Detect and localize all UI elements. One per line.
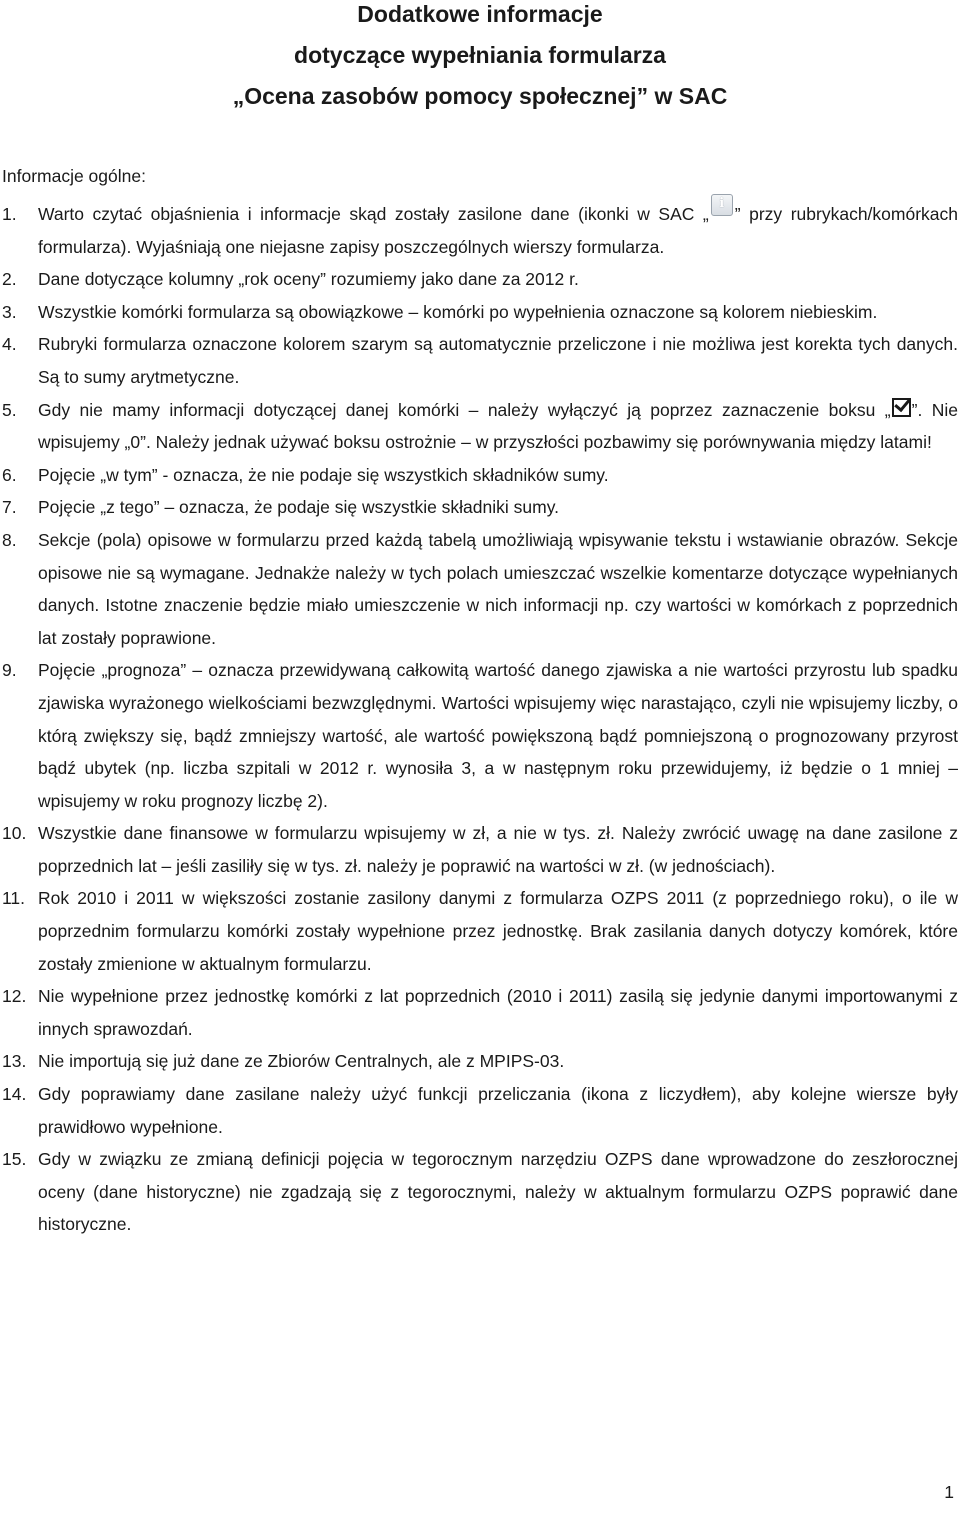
item-number: 3. bbox=[2, 301, 17, 322]
item-number: 1. bbox=[2, 204, 17, 224]
list-item bbox=[0, 263, 958, 296]
item-text: Wszystkie komórki formularza są obowiązkowe – komórki po wypełnienia oznaczone są kolorem niebieskim. bbox=[38, 301, 878, 322]
list-item bbox=[0, 296, 958, 329]
item-number: 5. bbox=[2, 399, 17, 420]
list-item bbox=[0, 817, 958, 882]
list-item bbox=[0, 328, 958, 393]
list-item bbox=[0, 459, 958, 492]
item-number: 15. bbox=[2, 1149, 27, 1170]
item-text: Pojęcie „z tego” – oznacza, że podaje się wszystkie składniki sumy. bbox=[38, 497, 560, 518]
title-line-2: dotyczące wypełniania formularza bbox=[294, 42, 666, 68]
item-number: 8. bbox=[2, 529, 17, 550]
item-number: 7. bbox=[2, 497, 17, 518]
item-number: 9. bbox=[2, 660, 17, 681]
item-text: Gdy w związku ze zmianą definicji pojęcia w tegorocznym narzędziu OZPS dane wprowadzone do zeszłorocznej oceny (dane historyczne) nie zgadzają się z tegorocznymi, należy w aktualnym formularzu OZPS poprawić dane historyczne. bbox=[38, 1149, 958, 1235]
section-heading: Informacje ogólne: bbox=[2, 166, 146, 186]
item-number: 14. bbox=[2, 1084, 27, 1105]
item-text: Nie importują się już dane ze Zbiorów Centralnych, ale z MPIPS-03. bbox=[38, 1051, 565, 1072]
list-item bbox=[0, 882, 958, 980]
item-text: Gdy poprawiamy dane zasilane należy użyć funkcji przeliczania (ikona z liczydłem), aby kolejne wiersze były prawidłowo wypełnione. bbox=[38, 1084, 958, 1137]
item-number: 6. bbox=[2, 464, 17, 485]
list-item bbox=[0, 980, 958, 1045]
item-text: Sekcje (pola) opisowe w formularzu przed każdą tabelą umożliwiają wpisywanie tekstu i wstawianie obrazów. Sekcje opisowe nie są wymagane. Jednakże należy w tych polach umieszczać wszelkie komentarze dotyczące wypełnianych danych. Istotne znaczenie będzie miało umieszczenie w nich informacji np. czy wartości w komórkach z poprzednich lat zostały poprawione. bbox=[38, 529, 958, 648]
title-line-1: Dodatkowe informacje bbox=[357, 1, 603, 27]
list-item bbox=[0, 491, 958, 524]
checkbox-icon bbox=[892, 398, 911, 417]
item-number: 11. bbox=[2, 888, 26, 909]
page-number: 1 bbox=[944, 1482, 954, 1502]
item-text: Wszystkie dane finansowe w formularzu wpisujemy w zł, a nie w tys. zł. Należy zwrócić uwagę na dane zasilone z poprzednich lat – jeśli zasiliły się w tys. zł. należy je poprawić na wartości w zł. (w jednościach). bbox=[38, 823, 958, 876]
item-text: Pojęcie „prognoza” – oznacza przewidywaną całkowitą wartość danego zjawiska a nie wartości przyrostu lub spadku zjawiska wyrażonego wielkościami bezwzględnymi. Wartości wpisujemy więc narastająco, czyli nie wpisujemy liczby, o którą zwiększy się, bądź zmniejszy wartość, ale wartość powiększoną bądź pomniejszoną o prognozowany przyrost bądź ubytek (np. liczba szpitali w 2012 r. wynosiła 3, a w następnym roku przewidujemy, iż będzie o 1 mniej – wpisujemy w roku prognozy liczbę 2). bbox=[38, 660, 958, 811]
list-item bbox=[0, 198, 958, 263]
list-item bbox=[0, 524, 958, 654]
item-text-part: ”. Nie wpisujemy „0”. Należy jednak używać boksu ostrożnie – w przyszłości pozbawimy się porównywania między latami! bbox=[38, 399, 958, 453]
info-icon bbox=[711, 194, 733, 216]
item-text-part: ” przy rubrykach/komórkach formularza). Wyjaśniają one niejasne zapisy poszczególnych wierszy formularza. bbox=[38, 204, 959, 257]
title-line-3: „Ocena zasobów pomocy społecznej” w SAC bbox=[232, 83, 728, 109]
item-text-part: Warto czytać objaśnienia i informacje skąd zostały zasilone dane (ikonki w SAC „ bbox=[38, 204, 709, 224]
item-text: Dane dotyczące kolumny „rok oceny” rozumiemy jako dane za 2012 r. bbox=[38, 269, 579, 290]
item-text: Rok 2010 i 2011 w większości zostanie zasilony danymi z formularza OZPS 2011 (z poprzedniego roku), o ile w poprzednim formularzu komórki zostały wypełnione przez jednostkę. Brak zasilania danych dotyczy komórek, które zostały zmienione w aktualnym formularzu. bbox=[38, 888, 958, 974]
item-number: 12. bbox=[2, 986, 27, 1007]
instructions-list bbox=[0, 198, 958, 1241]
item-number: 13. bbox=[2, 1051, 27, 1072]
list-item bbox=[0, 1078, 958, 1143]
item-text-part: Gdy nie mamy informacji dotyczącej danej komórki – należy wyłączyć ją poprzez zaznaczenie boksu „ bbox=[38, 399, 891, 420]
item-number: 2. bbox=[2, 269, 17, 290]
list-item bbox=[0, 654, 958, 817]
list-item bbox=[0, 1045, 958, 1078]
list-item bbox=[0, 394, 958, 459]
item-number: 4. bbox=[2, 334, 17, 355]
item-text: Rubryki formularza oznaczone kolorem szarym są automatycznie przeliczone i nie możliwa jest korekta tych danych. Są to sumy arytmetyczne. bbox=[38, 334, 958, 387]
item-text: Nie wypełnione przez jednostkę komórki z lat poprzednich (2010 i 2011) zasilą się jedynie danymi importowanymi z innych sprawozdań. bbox=[38, 986, 958, 1039]
document-title bbox=[0, 0, 960, 117]
item-number: 10. bbox=[2, 823, 27, 844]
item-text: Pojęcie „w tym” - oznacza, że nie podaje się wszystkich składników sumy. bbox=[38, 464, 609, 485]
list-item bbox=[0, 1143, 958, 1241]
